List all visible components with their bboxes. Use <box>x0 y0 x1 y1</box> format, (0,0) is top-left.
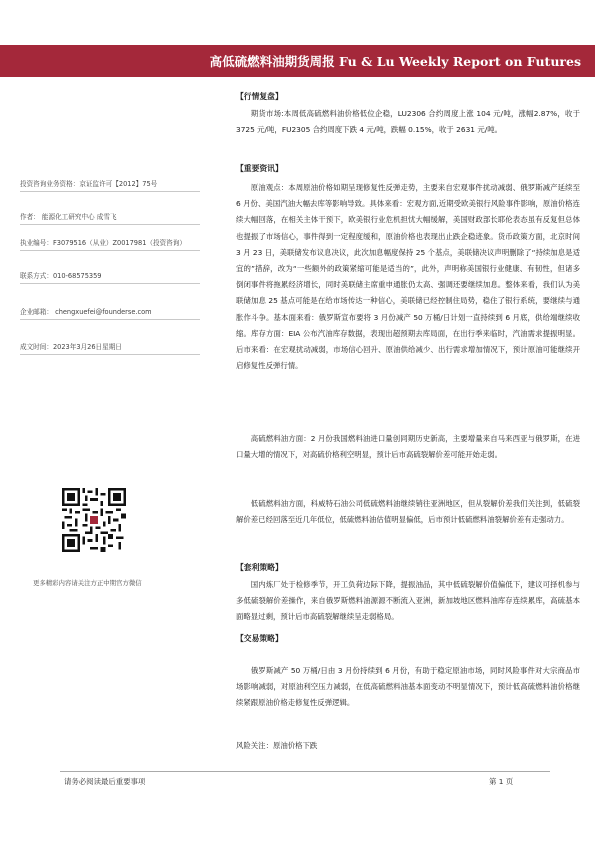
trade-text: 俄罗斯减产 50 万桶/日由 3 月份持续到 6 月份，有助于稳定原油市场，同时风险事件对大宗商品市场影响减弱，对原油利空压力减弱，在低高硫燃料油基本面变动不明显情况下，预计低高硫燃料油价格继续紧跟原油价格走修复性反弹逻辑。 <box>236 666 580 708</box>
news-heading: 【重要资讯】 <box>236 164 283 173</box>
email-text: 企业邮箱： chengxuefei@founderse.com <box>20 308 152 316</box>
qr-caption: 更多精彩内容请关注方正中期官方微信 <box>33 579 142 587</box>
market-heading: 【行情复盘】 <box>236 92 283 101</box>
sidebar-divider <box>20 319 200 320</box>
sidebar-divider <box>20 283 200 284</box>
sidebar-divider <box>20 191 200 192</box>
page-number: 第 1 页 <box>489 777 514 786</box>
report-title: 高低硫燃料油期货周报 Fu & Lu Weekly Report on Futures <box>209 54 581 69</box>
market-text: 期货市场:本周低高硫燃料油价格低位企稳，LU2306 合约周度上涨 104 元/吨，涨幅2.87%，收于 3725 元/吨，FU2305 合约周度下跌 4 元/吨，跌幅 0.15%，收于 2631 元/吨。 <box>236 109 580 135</box>
author-text: 作者： 能源化工研究中心 成雪飞 <box>20 213 117 221</box>
news-paragraph-3: 低硫燃料油方面，科威特石油公司低硫燃料油继续销往亚洲地区，但从裂解价差我们关注到，低硫裂解价差已经回落至近几年低位，低硫燃料油估值明显偏低，后市预计低硫燃料油裂解价差有走强动力。 <box>236 499 580 525</box>
sidebar-divider <box>20 250 200 251</box>
qualification-text: 投资咨询业务资格：京证监许可【2012】75号 <box>20 180 158 188</box>
license-text: 执业编号：F3079516（从业）Z0017981（投资咨询） <box>20 239 186 247</box>
trade-heading: 【交易策略】 <box>236 634 283 643</box>
date-text: 成文时间：2023年3月26日星期日 <box>20 343 122 351</box>
sidebar-divider <box>20 354 200 355</box>
news-paragraph-2: 高硫燃料油方面：2 月份我国燃料油进口量创同期历史新高，主要增量来自马来西亚与俄罗斯，在进口量大增的情况下，对高硫价格利空明显，预计后市高硫裂解价差可能开始走弱。 <box>236 434 580 460</box>
risk-note: 风险关注：原油价格下跌 <box>236 741 318 750</box>
sidebar-divider <box>20 224 200 225</box>
spread-heading: 【套利策略】 <box>236 563 283 572</box>
footer-disclaimer: 请务必阅读最后重要事项 <box>64 777 146 786</box>
qr-code-icon <box>62 488 126 552</box>
news-paragraph-1: 原油观点：本周原油价格如期呈现修复性反弹走势，主要来自宏观事件扰动减弱、俄罗斯减产延续至 6 月份、美国汽油大幅去库等影响导致。具体来看：宏观方面,近期受欧美银行风险事件影响，原油价格连续大幅回落，在相关主体干预下，欧美银行业危机担忧大幅缓解，美国财政部长耶伦表态虽有反复但总体也提振了市场信心，事件得到一定程度缓和，原油价格也表现出止跌企稳迹象。货币政策方面，北京时间 3 月 23 日，美联储发布议息决议，此次加息幅度保持 25 个基点，美联储决议声明删除了“持续加息是适宜的”措辞，改为“一些额外的政策紧缩可能是适当的”，此外，声明称美国银行业健康、有韧性，但诸多倒闭事件将拖累经济增长，同时美联储主席重申通胀仍太高、强调还要继续加息。整体来看，我们认为美联储加息 25 基点可能是在给市场传达一种信心，美联储已经控制住局势，稳住了银行系统，要继续与通胀作斗争。基本面来看：俄罗斯宣布要将 3 月份减产 50 万桶/日计划一直持续到 6 月底，供给端继续收缩。库存方面：EIA 公布汽油库存数据，表现出超预期去库局面，在出行季来临时，汽油需求提振明显。后市来看：在宏观扰动减弱，市场信心回升、原油供给减少、出行需求增加情况下，预计原油可能继续开启修复性反弹行情。 <box>236 183 580 371</box>
phone-text: 联系方式：010-68575359 <box>20 272 102 280</box>
spread-text: 国内炼厂处于检修季节，开工负荷边际下降，提振油品，其中低硫裂解价值偏低下，建议可择机参与多低硫裂解价差操作，来自俄罗斯燃料油源源不断流入亚洲，新加坡地区燃料油库存连续累库，高硫基本面略显过剩，预计后市高硫裂解继续呈走弱格局。 <box>236 580 580 622</box>
footer-divider <box>60 771 550 772</box>
